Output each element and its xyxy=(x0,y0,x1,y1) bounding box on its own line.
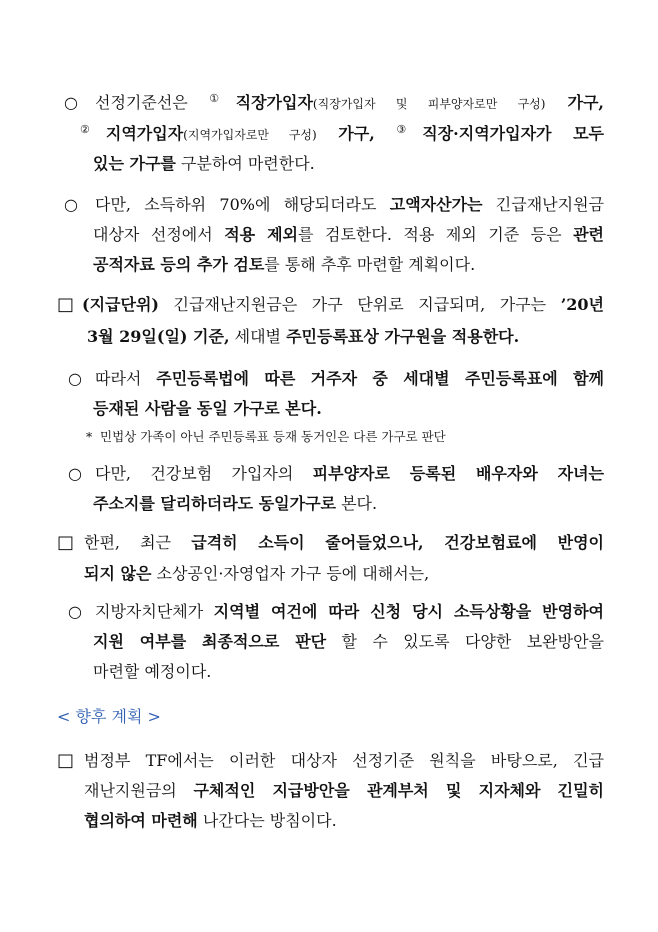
text-run: 할 수 있도록 다양한 보완방안을 xyxy=(326,632,605,651)
circle-bullet-icon: ○ xyxy=(64,93,78,112)
paragraph-line xyxy=(87,326,604,348)
circle-bullet-icon: ○ xyxy=(68,369,82,388)
paragraph-line xyxy=(93,661,604,683)
text-run: 지방자치단체가 xyxy=(95,602,214,621)
paragraph-line xyxy=(93,254,604,276)
paragraph-line xyxy=(95,194,604,216)
square-bullet-icon: □ xyxy=(57,750,75,771)
paragraph-line xyxy=(95,463,604,485)
text-run: 대상자 선정에서 xyxy=(93,225,225,244)
text-run: 다만, 소득하위 70%에 해당되더라도 xyxy=(95,195,390,214)
paragraph-line xyxy=(84,810,604,832)
text-run: 나간다는 방침이다. xyxy=(197,811,337,830)
text-run: 한편, 최근 xyxy=(84,533,192,552)
bold-text-run: 지원 여부를 최종적으로 판단 xyxy=(93,632,327,651)
square-bullet-icon: □ xyxy=(57,294,75,315)
square-bullet-icon: □ xyxy=(57,532,75,553)
paragraph-line xyxy=(93,398,604,420)
paragraph-line xyxy=(93,493,604,515)
paragraph-line xyxy=(93,153,604,175)
text-run: 구분하여 마련한다. xyxy=(175,154,315,173)
text-run: 재난지원금의 xyxy=(84,781,194,800)
parenthetical-note: (직장가입자 및 피부양자로만 구성) xyxy=(312,97,546,111)
text-run: 마련할 예정이다. xyxy=(93,662,212,681)
bold-text-run: 주소지를 달리하더라도 동일가구로 xyxy=(93,494,336,513)
parenthetical-note: (지역가입자로만 구성) xyxy=(183,128,317,142)
text-run: 소상공인·자영업자 가구 등에 대해서는, xyxy=(151,564,430,583)
paragraph-line xyxy=(84,563,604,585)
text-run: 를 통해 추후 마련할 계획이다. xyxy=(264,255,476,274)
bold-text-run: 3월 29일(일) 기준, xyxy=(87,327,230,346)
circle-bullet-icon: ○ xyxy=(64,195,78,214)
bold-text-run: 구체적인 지급방안을 관계부처 및 지자체와 긴밀히 xyxy=(193,781,604,800)
bold-text-run: 등재된 사람을 동일 가구로 본다. xyxy=(93,399,322,418)
paragraph-line xyxy=(84,532,604,554)
paragraph-line xyxy=(95,92,604,114)
text-run: 세대별 xyxy=(229,327,287,346)
bold-text-run: 가구, xyxy=(545,93,604,112)
asterisk-icon: * xyxy=(86,429,93,444)
paragraph-line xyxy=(84,750,604,772)
bold-text-run: 직장·지역가입자가 모두 xyxy=(422,124,604,143)
bold-text-run: 협의하여 마련해 xyxy=(84,811,198,830)
text-run: 를 검토한다. 적용 제외 기준 등은 xyxy=(298,225,574,244)
circled-number-2: ② xyxy=(80,123,106,136)
bold-text-run: ’20년 xyxy=(560,295,604,314)
bold-text-run: 적용 제외 xyxy=(224,225,299,244)
text-run: 범정부 TF에서는 이러한 대상자 선정기준 원칙을 바탕으로, 긴급 xyxy=(84,751,604,770)
text-run: 선정기준선은 xyxy=(95,93,210,112)
circle-bullet-icon: ○ xyxy=(68,602,82,621)
bold-text-run: 주민등록법에 따른 거주자 중 세대별 주민등록표에 함께 xyxy=(156,369,604,388)
paragraph-line xyxy=(84,780,604,802)
text-run: 다만, 건강보험 가입자의 xyxy=(95,464,313,483)
bold-text-run: (지급단위) xyxy=(82,295,159,314)
bold-text-run: 고액자산가는 xyxy=(389,195,483,214)
paragraph-line xyxy=(95,368,604,390)
future-plan-heading: < 향후 계획 > xyxy=(57,707,161,726)
paragraph-line xyxy=(93,224,604,246)
text-run: 따라서 xyxy=(95,369,157,388)
bold-text-run: 지역별 여건에 따라 신청 당시 소득상황을 반영하여 xyxy=(213,602,605,621)
bold-text-run: 지역가입자 xyxy=(105,124,184,143)
bold-text-run: 급격히 소득이 줄어들었으나, 건강보험료에 반영이 xyxy=(191,533,604,552)
circled-number-1: ① xyxy=(209,92,236,105)
bold-text-run: 피부양자로 등록된 배우자와 자녀는 xyxy=(312,464,604,483)
paragraph-line xyxy=(95,601,604,623)
paragraph-line xyxy=(80,123,604,145)
bold-text-run: 공적자료 등의 추가 검토 xyxy=(93,255,265,274)
text-run: 본다. xyxy=(335,494,378,513)
bold-text-run: 가구, xyxy=(316,124,397,143)
circle-bullet-icon: ○ xyxy=(68,464,82,483)
bold-text-run: 있는 가구를 xyxy=(93,154,176,173)
circled-number-3: ③ xyxy=(396,123,423,136)
bold-text-run: 직장가입자 xyxy=(235,93,313,112)
paragraph-line xyxy=(82,294,604,316)
text-run: 긴급재난지원금은 가구 단위로 지급되며, 가구는 xyxy=(158,295,561,314)
text-run: 긴급재난지원금 xyxy=(482,195,605,214)
footnote-text: 민법상 가족이 아닌 주민등록표 등재 동거인은 다른 가구로 판단 xyxy=(100,429,446,444)
bold-text-run: 되지 않은 xyxy=(84,564,152,583)
bold-text-run: 주민등록표상 가구원을 적용한다. xyxy=(286,327,520,346)
paragraph-line xyxy=(93,631,604,653)
bold-text-run: 관련 xyxy=(573,225,604,244)
